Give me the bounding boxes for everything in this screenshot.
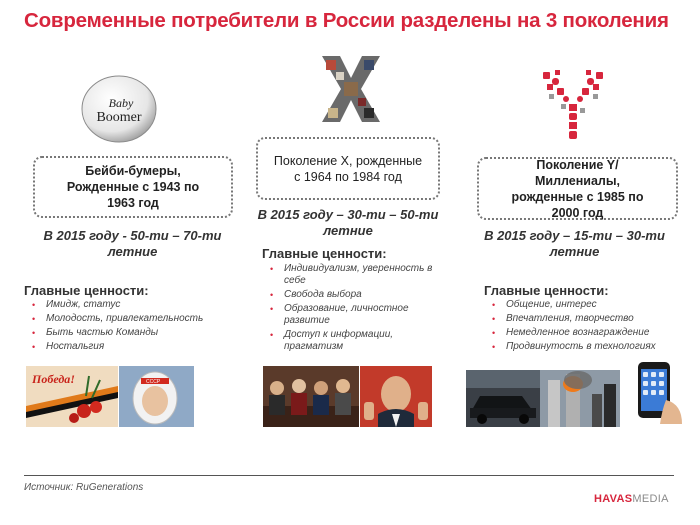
svg-text:CCCP: CCCP — [146, 379, 161, 385]
generation-name-box — [33, 156, 233, 218]
generation-name-box — [477, 157, 678, 220]
list-item: • Индивидуализм, уверенность в себе — [270, 263, 450, 287]
list-item: • Молодость, привлекательность — [32, 313, 237, 325]
brand-logo — [594, 493, 669, 505]
values-heading: Главные ценности: — [262, 246, 387, 261]
values-list — [32, 299, 237, 355]
brand-logo-part2: MEDIA — [632, 493, 669, 505]
list-item: • Свобода выбора — [270, 289, 450, 301]
values-list — [270, 263, 450, 355]
poster-caption: Победа! — [32, 372, 75, 386]
list-item: • Впечатления, творчество — [492, 313, 672, 325]
list-item: • Ностальгия — [32, 341, 237, 353]
brand-logo-part1: HAVAS — [594, 493, 633, 505]
city-event-photo-image — [540, 370, 620, 427]
values-heading: Главные ценности: — [24, 283, 149, 298]
smartphone-icon — [632, 360, 684, 426]
generation-name: Бейби-бумеры, Рожденные с 1943 по 1963 год — [66, 164, 200, 210]
list-item: • Образование, личностное развитие — [270, 303, 450, 327]
list-item: • Быть частью Команды — [32, 327, 237, 339]
generation-name: Поколение Х, рожденные с 1964 по 1984 год — [273, 153, 423, 184]
generation-age: В 2015 году – 30-ти – 50-ти летние — [257, 207, 439, 238]
victory-poster-image — [26, 366, 118, 427]
list-item: • Немедленное вознаграждение — [492, 327, 672, 339]
values-heading: Главные ценности: — [484, 283, 609, 298]
generation-name: Поколение Y/ Миллениалы, рожденные с 1985 по 2000 год — [511, 157, 644, 220]
list-item: • Продвинутость в технологиях — [492, 341, 672, 353]
letter-x-collage-icon — [318, 54, 384, 124]
gorbachev-photo-image — [360, 366, 432, 427]
list-item: • Доступ к информации, прагматизм — [270, 329, 450, 353]
svg-text:Boomer: Boomer — [96, 110, 142, 125]
values-list — [492, 299, 672, 355]
generation-name-box — [256, 137, 440, 200]
car-photo-image — [466, 370, 540, 427]
list-item: • Имидж, статус — [32, 299, 237, 311]
slide-title: Современные потребители в России разделены на 3 поколения — [24, 9, 669, 32]
source-note: Источник: RuGenerations — [24, 482, 144, 493]
letter-y-icons-icon — [541, 68, 605, 142]
group-photo-image — [263, 366, 359, 427]
list-item: • Общение, интерес — [492, 299, 672, 311]
generation-age: В 2015 году – 15-ти – 30-ти летние — [484, 228, 665, 259]
generation-age: В 2015 году - 50-ти – 70-ти летние — [43, 228, 222, 259]
baby-boomer-badge-icon — [79, 73, 159, 143]
footer-divider — [24, 475, 674, 476]
svg-text:Baby: Baby — [108, 96, 134, 110]
cosmonaut-photo-image — [119, 366, 194, 427]
